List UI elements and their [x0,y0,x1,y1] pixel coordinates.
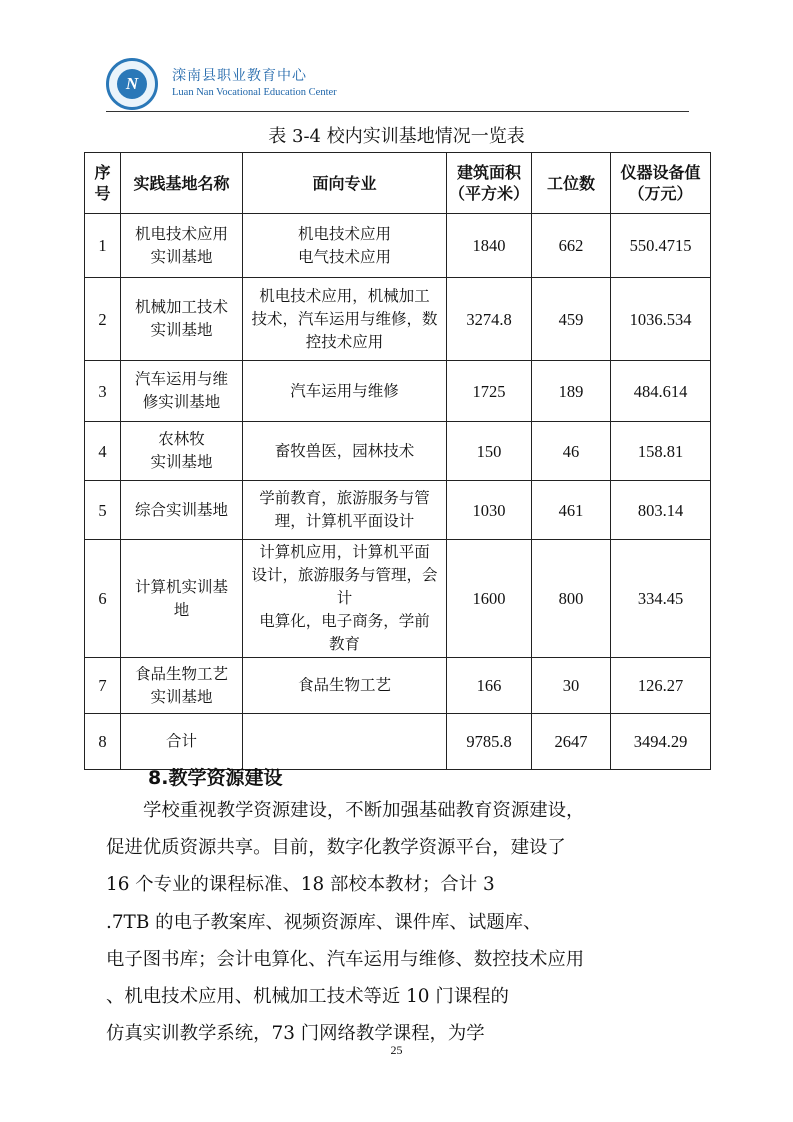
equipment-value-cell: 158.81 [611,422,711,481]
paragraph-line: 16 个专业的课程标准、18 部校本教材；合计 3 [106,874,495,896]
body-paragraph [106,792,690,1052]
table-row [85,540,711,658]
equipment-value-cell: 550.4715 [611,214,711,278]
majors-cell: 汽车运用与维修 [243,361,447,422]
header-cell [447,153,532,214]
header-cell [611,153,711,214]
area-cell: 1725 [447,361,532,422]
base-name-cell: 机械加工技术 实训基地 [121,278,243,361]
area-cell: 1030 [447,481,532,540]
header-area: 建筑面积 （平方米） [449,163,530,203]
serial-cell: 5 [85,481,121,540]
stations-cell: 2647 [532,714,611,770]
table-row [85,481,711,540]
area-cell: 1840 [447,214,532,278]
paragraph-line: 电子图书库；会计电算化、汽车运用与维修、数控技术应用 [106,948,585,970]
header-cell [243,153,447,214]
equipment-value-cell: 126.27 [611,658,711,714]
header-serial: 序 号 [94,163,111,203]
base-name-cell: 农林牧 实训基地 [121,422,243,481]
serial-cell: 2 [85,278,121,361]
majors-cell: 计算机应用，计算机平面 设计，旅游服务与管理，会计 电算化，电子商务，学前 教育 [243,540,447,658]
base-name-cell: 计算机实训基 地 [121,540,243,658]
area-cell: 9785.8 [447,714,532,770]
area-cell: 150 [447,422,532,481]
header-equipment-value: 仪器设备值 （万元） [620,163,701,203]
page-header [106,58,689,112]
base-name-cell: 机电技术应用 实训基地 [121,214,243,278]
majors-cell: 学前教育，旅游服务与管 理，计算机平面设计 [243,481,447,540]
table-header-row [85,153,711,214]
stations-cell: 189 [532,361,611,422]
table-row [85,658,711,714]
equipment-value-cell: 803.14 [611,481,711,540]
table-row [85,714,711,770]
equipment-value-cell: 3494.29 [611,714,711,770]
header-cell [85,153,121,214]
table-caption: 表 3-4 校内实训基地情况一览表 [268,126,525,147]
paragraph-line: 仿真实训教学系统，73 门网络教学课程，为学 [106,1023,485,1045]
org-name-en: Luan Nan Vocational Education Center [172,87,337,98]
paragraph-line: 促进优质资源共享。目前，数字化教学资源平台，建设了 [106,837,566,859]
serial-cell: 8 [85,714,121,770]
majors-cell: 畜牧兽医，园林技术 [243,422,447,481]
paragraph-line: 学校重视教学资源建设，不断加强基础教育资源建设， [143,800,585,821]
area-cell: 3274.8 [447,278,532,361]
header-cell [121,153,243,214]
stations-cell: 30 [532,658,611,714]
header-divider [106,111,689,112]
majors-cell [243,714,447,770]
table-row [85,214,711,278]
table-row [85,422,711,481]
org-name-cn: 滦南县职业教育中心 [172,68,307,84]
header-stations: 工位数 [546,173,595,193]
majors-cell: 机电技术应用，机械加工 技术，汽车运用与维修，数 控技术应用 [243,278,447,361]
serial-cell: 7 [85,658,121,714]
section-title: 8.教学资源建设 [148,767,283,789]
area-cell: 1600 [447,540,532,658]
area-cell: 166 [447,658,532,714]
training-base-table [84,152,711,770]
equipment-value-cell: 484.614 [611,361,711,422]
table-row [85,278,711,361]
equipment-value-cell: 1036.534 [611,278,711,361]
serial-cell: 4 [85,422,121,481]
stations-cell: 461 [532,481,611,540]
page-number: 25 [390,1043,403,1057]
serial-cell: 3 [85,361,121,422]
base-name-cell: 合计 [121,714,243,770]
stations-cell: 662 [532,214,611,278]
serial-cell: 1 [85,214,121,278]
school-logo-icon: N [106,58,158,110]
header-cell [532,153,611,214]
paragraph-line: 、机电技术应用、机械加工技术等近 10 门课程的 [106,985,509,1007]
table-row [85,361,711,422]
base-name-cell: 食品生物工艺 实训基地 [121,658,243,714]
base-name-cell: 综合实训基地 [121,481,243,540]
equipment-value-cell: 334.45 [611,540,711,658]
serial-cell: 6 [85,540,121,658]
stations-cell: 459 [532,278,611,361]
base-name-cell: 汽车运用与维 修实训基地 [121,361,243,422]
stations-cell: 800 [532,540,611,658]
majors-cell: 机电技术应用 电气技术应用 [243,214,447,278]
header-base-name: 实践基地名称 [133,173,230,193]
paragraph-line: .7TB 的电子教案库、视频资源库、课件库、试题库、 [106,911,542,933]
majors-cell: 食品生物工艺 [243,658,447,714]
header-majors: 面向专业 [312,173,377,193]
stations-cell: 46 [532,422,611,481]
